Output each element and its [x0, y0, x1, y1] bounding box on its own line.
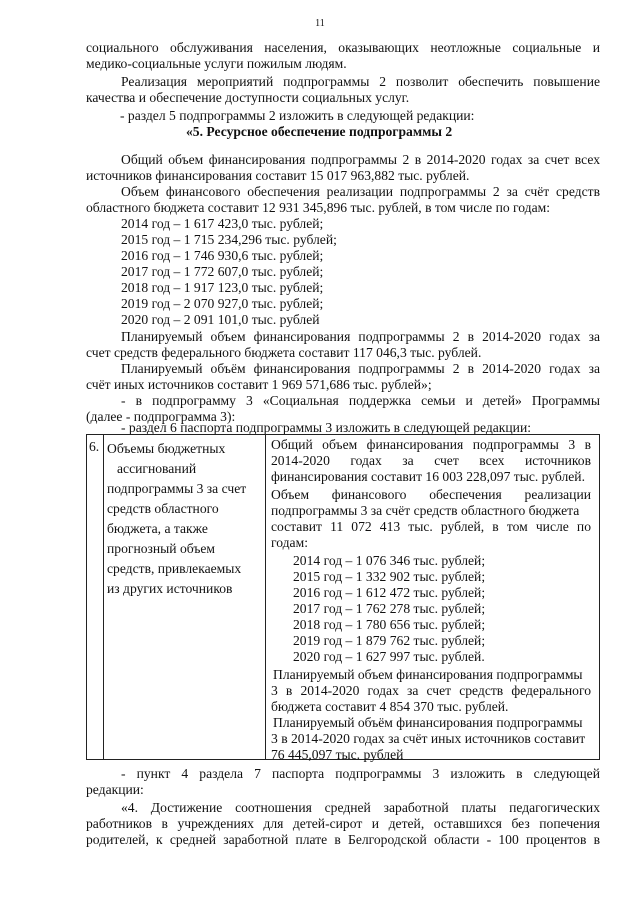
left-cell-line: подпрограммы 3 за счет — [107, 481, 247, 496]
right-cell-line: годам: — [271, 535, 308, 550]
paragraph-line: Общий объем финансирования подпрограммы 2 в 2014-2020 годах за счет всех — [121, 152, 600, 167]
right-cell-line: Планируемый объем финансирования подпрограммы — [273, 667, 583, 682]
table-left-cell — [107, 439, 262, 599]
paragraph-line: Планируемый объем финансирования подпрограммы 2 в 2014-2020 годах за — [121, 329, 600, 344]
section-title: «5. Ресурсное обеспечение подпрограммы 2 — [186, 124, 453, 139]
left-cell-line: средств, привлекаемых — [107, 561, 242, 576]
left-cell-line: бюджета, а также — [107, 521, 208, 536]
left-cell-line: ассигнований — [117, 461, 197, 476]
right-cell-line: подпрограммы 3 за счёт средств областного бюджета — [271, 503, 580, 518]
year-line: 2017 год – 1 762 278 тыс. рублей; — [293, 601, 486, 616]
paragraph-line: счет средств федерального бюджета составит 117 046,3 тыс. рублей. — [86, 345, 482, 360]
paragraph-line: работников в учреждениях для детей-сирот и детей, оставшихся без попечения — [86, 816, 600, 831]
left-cell-line: прогнозный объем — [107, 541, 216, 556]
instruction-line: - раздел 6 паспорта подпрограммы 3 изложить в следующей редакции: — [121, 420, 532, 435]
year-line: 2015 год – 1 332 902 тыс. рублей; — [293, 569, 486, 584]
right-cell-line: 3 в 2014-2020 годах за счет средств федерального — [271, 683, 591, 698]
row-number: 6. — [89, 439, 100, 454]
year-line: 2014 год – 1 617 423,0 тыс. рублей; — [121, 216, 324, 231]
right-cell-line: 3 в 2014-2020 годах за счёт иных источников составит — [271, 731, 586, 746]
year-line: 2017 год – 1 772 607,0 тыс. рублей; — [121, 264, 324, 279]
table-divider — [103, 435, 104, 759]
paragraph-line: Планируемый объём финансирования подпрограммы 2 в 2014-2020 годах за — [121, 361, 600, 376]
right-cell-line: Общий объем финансирования подпрограммы 3 в — [271, 437, 591, 452]
paragraph-line: качества и обеспечение доступности социальных услуг. — [86, 90, 410, 105]
year-line: 2018 год – 1 917 123,0 тыс. рублей; — [121, 280, 324, 295]
paragraph-line: редакции: — [86, 782, 144, 797]
year-line: 2018 год – 1 780 656 тыс. рублей; — [293, 617, 486, 632]
right-cell-line: Планируемый объём финансирования подпрограммы — [273, 715, 583, 730]
instruction-line: - раздел 5 подпрограммы 2 изложить в следующей редакции: — [120, 108, 475, 123]
year-line: 2016 год – 1 746 930,6 тыс. рублей; — [121, 248, 324, 263]
right-cell-line: бюджета составит 4 854 370 тыс. рублей. — [271, 699, 509, 714]
paragraph-line: социального обслуживания населения, оказывающих неотложные социальные и — [86, 40, 600, 55]
right-cell-line: финансирования составит 16 003 228,097 тыс. рублей. — [271, 469, 585, 484]
left-cell-line: из других источников — [107, 581, 233, 596]
paragraph-line: источников финансирования составит 15 017 963,882 тыс. рублей. — [86, 168, 470, 183]
paragraph-line: (далее - подпрограмма 3): — [86, 409, 236, 424]
paragraph-line: Объем финансового обеспечения реализации подпрограммы 2 за счёт средств — [121, 184, 600, 199]
left-cell-line: Объемы бюджетных — [107, 441, 226, 456]
right-cell-line: 2014-2020 годах за счет всех источников — [271, 453, 591, 468]
page-number: 11 — [315, 18, 325, 29]
right-cell-line: составит 11 072 413 тыс. рублей, в том числе по — [271, 519, 591, 534]
paragraph-line: счёт иных источников составит 1 969 571,686 тыс. рублей»; — [86, 377, 432, 392]
right-cell-line: Объем финансового обеспечения реализации — [271, 487, 591, 502]
paragraph-line: «4. Достижение соотношения средней заработной платы педагогических — [121, 800, 600, 815]
right-cell-line: 76 445,097 тыс. рублей — [271, 747, 404, 762]
passport-table — [86, 434, 600, 760]
paragraph-line: - пункт 4 раздела 7 паспорта подпрограммы 3 изложить в следующей — [121, 766, 600, 781]
table-divider — [265, 435, 266, 759]
year-line: 2015 год – 1 715 234,296 тыс. рублей; — [121, 232, 337, 247]
year-line: 2016 год – 1 612 472 тыс. рублей; — [293, 585, 486, 600]
year-line: 2014 год – 1 076 346 тыс. рублей; — [293, 553, 486, 568]
year-line: 2019 год – 1 879 762 тыс. рублей; — [293, 633, 486, 648]
year-line: 2020 год – 1 627 997 тыс. рублей. — [293, 649, 485, 664]
paragraph-line: родителей, к средней заработной плате в Белгородской области - 100 процентов в — [86, 832, 600, 847]
paragraph-line: медико-социальные услуги пожилым людям. — [86, 56, 347, 71]
year-line: 2020 год – 2 091 101,0 тыс. рублей — [121, 312, 320, 327]
year-line: 2019 год – 2 070 927,0 тыс. рублей; — [121, 296, 324, 311]
paragraph-line: Реализация мероприятий подпрограммы 2 позволит обеспечить повышение — [121, 74, 600, 89]
paragraph-line: областного бюджета составит 12 931 345,896 тыс. рублей, в том числе по годам: — [86, 200, 551, 215]
left-cell-line: средств областного — [107, 501, 219, 516]
paragraph-line: - в подпрограмму 3 «Социальная поддержка семьи и детей» Программы — [121, 393, 600, 408]
